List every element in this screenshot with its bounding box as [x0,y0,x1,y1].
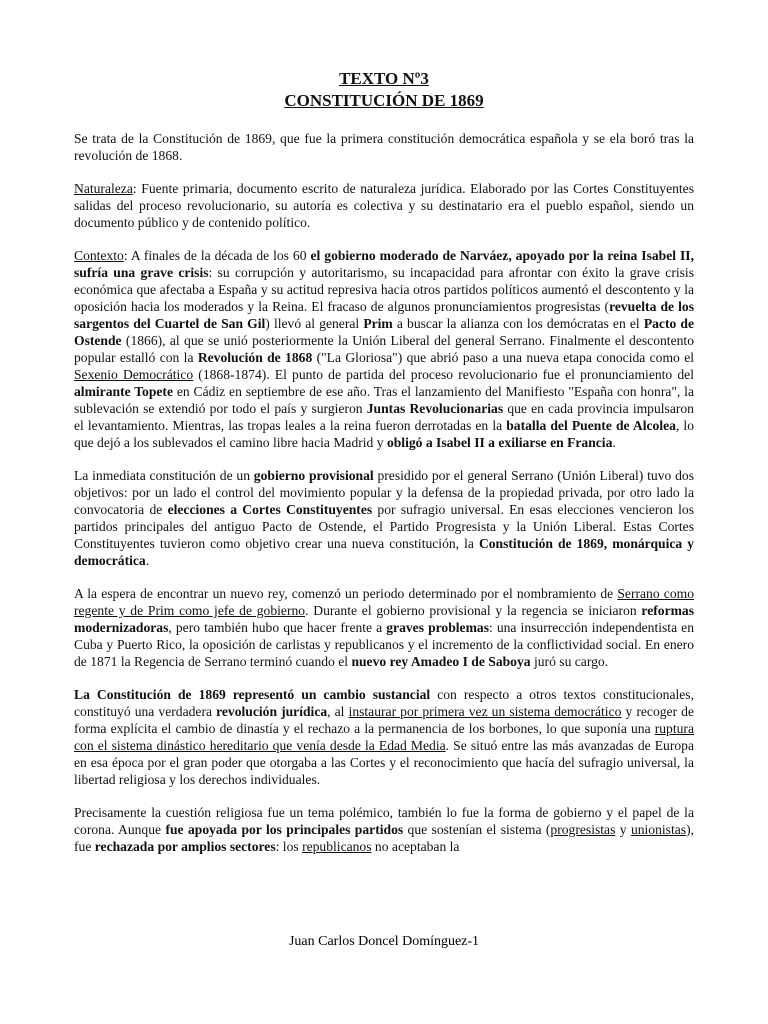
label-naturaleza: Naturaleza [74,181,133,196]
paragraph-intro: Se trata de la Constitución de 1869, que fue la primera constitución democrática española y se ela boró tras la revolución de 1868. [74,131,694,163]
title-line-1: TEXTO Nº3 [339,69,429,88]
paragraph-contexto: Contexto: A finales de la década de los 60 el gobierno moderado de Narváez, apoyado por la reina Isabel II, sufría una grave crisis: su corrupción y autoritarismo, su incapacidad para afrontar con éxito la grave crisis económica que afectaba a España y su actitud represiva hacia otros partidos políticos aumentó el descontento y la oposición hacia los moderados y la Reina. El fracaso de algunos pronunciamientos progresistas (revuelta de los sargentos del Cuartel de San Gil) llevó al general Prim a buscar la alianza con los demócratas en el Pacto de Ostende (1866), al que se unió posteriormente la Unión Liberal del general Serrano. Finalmente el descontento popular estalló con la Revolución de 1868 ("La Gloriosa") que abrió paso a una nueva etapa conocida como el Sexenio Democrático (1868-1874). El punto de partida del proceso revolucionario fue el pronunciamiento del almirante Topete en Cádiz en septiembre de ese año. Tras el lanzamiento del Manifiesto "España con honra", la sublevación se extendió por todo el país y surgieron Juntas Revolucionarias que en cada provincia impulsaron el levantamiento. Mientras, las tropas leales a la reina fueron derrotadas en la batalla del Puente de Alcolea, lo que dejó a los sublevados el camino libre hacia Madrid y obligó a Isabel II a exiliarse en Francia. [74,248,695,450]
paragraph-cuestion-religiosa: Precisamente la cuestión religiosa fue un tema polémico, también lo fue la forma de gobierno y el papel de la corona. Aunque fue apoyada por los principales partidos que sostenían el sistema (progresistas y unionistas), fue rechazada por amplios sectores: los republicanos no aceptaban la [74,805,695,854]
document-title [74,68,694,112]
page-footer: Juan Carlos Doncel Domínguez-1 [288,934,480,949]
paragraph-regencia: A la espera de encontrar un nuevo rey, comenzó un periodo determinado por el nombramiento de Serrano como regente y de Prim como jefe de gobierno. Durante el gobierno provisional y la regencia se iniciaron reformas modernizadoras, pero también hubo que hacer frente a graves problemas: una insurrección independentista en Cuba y Puerto Rico, la oposición de carlistas y republicanos y el incremento de la conflictividad social. En enero de 1871 la Regencia de Serrano terminó cuando el nuevo rey Amadeo I de Saboya juró su cargo. [74,586,695,669]
paragraph-gobierno-provisional: La inmediata constitución de un gobierno provisional presidido por el general Serrano (Unión Liberal) tuvo dos objetivos: por un lado el control del movimiento popular y la defensa de la propiedad privada, por otro lado la convocatoria de elecciones a Cortes Constituyentes por sufragio universal. En esas elecciones vencieron los partidos principales del antiguo Pacto de Ostende, el Partido Progresista y la Unión Liberal. Estas Cortes Constituyentes tuvieron como objetivo crear una nueva constitución, la Constitución de 1869, monárquica y democrática. [74,468,695,568]
title-line-2: CONSTITUCIÓN DE 1869 [284,91,484,110]
label-contexto: Contexto [74,248,124,263]
paragraph-naturaleza: Naturaleza: Fuente primaria, documento escrito de naturaleza jurídica. Elaborado por las Cortes Constituyentes salidas del proceso revolucionario, su autoría es colectiva y su destinatario era el pueblo español, siendo un documento público y de contenido político. [74,181,694,230]
paragraph-constitucion: La Constitución de 1869 representó un cambio sustancial con respecto a otros textos constitucionales, constituyó una verdadera revolución jurídica, al instaurar por primera vez un sistema democrático y recoger de forma explícita el cambio de dinastía y el rechazo a la permanencia de los borbones, lo que suponía una ruptura con el sistema dinástico hereditario que venía desde la Edad Media. Se situó entre las más avanzadas de Europa en esa época por el gran poder que otorgaba a las Cortes y el reconocimiento que hacía del sufragio universal, la libertad religiosa y los derechos individuales. [74,687,695,787]
